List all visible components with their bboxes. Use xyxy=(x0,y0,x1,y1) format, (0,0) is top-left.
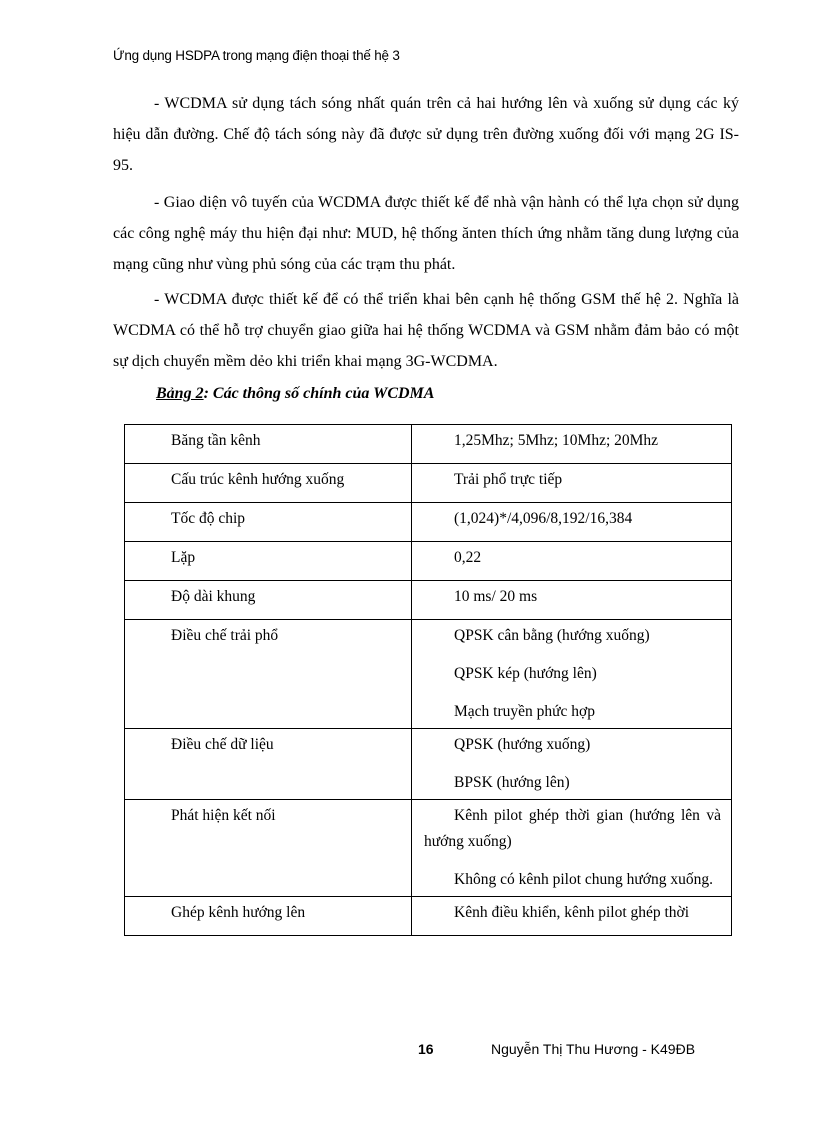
table-row xyxy=(125,542,732,581)
value-cell xyxy=(412,542,732,581)
footer-author: Nguyễn Thị Thu Hương - K49ĐB xyxy=(491,1041,696,1057)
parameter-value: BPSK (hướng lên) xyxy=(454,774,570,791)
table-caption-text: : Các thông số chính của WCDMA xyxy=(203,385,435,402)
table-row xyxy=(125,464,732,503)
parameter-name: Lặp xyxy=(171,549,196,566)
value-cell xyxy=(412,800,732,897)
body-paragraph: - WCDMA được thiết kế để có thể triển khai bên cạnh hệ thống GSM thế hệ 2. Nghĩa là WCDMA có thể hỗ trợ chuyển giao giữa hai hệ thống WCDMA và GSM nhằm đảm bảo có một sự dịch chuyển mềm dẻo khi triển khai mạng 3G-WCDMA. xyxy=(113,291,739,370)
parameter-value: Kênh pilot ghép thời gian (hướng lên và hướng xuống) xyxy=(424,807,721,850)
parameters-table xyxy=(124,424,732,936)
table-caption-lead: Bảng 2 xyxy=(156,385,204,402)
table-row xyxy=(125,503,732,542)
table-row xyxy=(125,620,732,729)
body-paragraph: - WCDMA sử dụng tách sóng nhất quán trên cả hai hướng lên và xuống sử dụng các ký hiệu dẫn đường. Chế độ tách sóng này đã được sử dụng trên đường xuống đối với mạng 2G IS-95. xyxy=(113,95,739,174)
parameter-value: 1,25Mhz; 5Mhz; 10Mhz; 20Mhz xyxy=(454,432,659,449)
parameter-cell xyxy=(125,503,412,542)
body-paragraph: - Giao diện vô tuyến của WCDMA được thiết kế để nhà vận hành có thể lựa chọn sử dụng các công nghệ máy thu hiện đại như: MUD, hệ thống ănten thích ứng nhằm tăng dung lượng của mạng cũng như vùng phủ sóng của các trạm thu phát. xyxy=(113,194,739,273)
parameter-name: Độ dài khung xyxy=(171,588,256,605)
value-cell xyxy=(412,464,732,503)
parameter-value: (1,024)*/4,096/8,192/16,384 xyxy=(454,510,633,527)
parameter-name: Điều chế dữ liệu xyxy=(171,736,274,753)
parameter-value: Mạch truyền phức hợp xyxy=(454,703,595,720)
parameter-cell xyxy=(125,464,412,503)
parameter-name: Băng tần kênh xyxy=(171,432,261,449)
value-cell xyxy=(412,425,732,464)
parameter-value: Không có kênh pilot chung hướng xuống. xyxy=(454,871,713,888)
parameter-cell xyxy=(125,897,412,936)
parameter-cell xyxy=(125,425,412,464)
parameter-name: Cấu trúc kênh hướng xuống xyxy=(171,471,345,488)
table-row xyxy=(125,729,732,800)
running-header: Ứng dụng HSDPA trong mạng điện thoại thế hệ 3 xyxy=(113,48,400,63)
parameter-name: Điều chế trải phổ xyxy=(171,627,279,644)
table-row xyxy=(125,425,732,464)
table-row xyxy=(125,581,732,620)
parameter-value: 10 ms/ 20 ms xyxy=(454,588,538,605)
parameter-name: Phát hiện kết nối xyxy=(171,807,276,824)
parameter-cell xyxy=(125,542,412,581)
parameter-value: QPSK cân bằng (hướng xuống) xyxy=(454,627,650,644)
table-row xyxy=(125,800,732,897)
value-cell xyxy=(412,581,732,620)
value-cell xyxy=(412,620,732,729)
parameter-name: Tốc độ chip xyxy=(171,510,246,527)
parameter-value: Trải phổ trực tiếp xyxy=(454,471,563,488)
table-row xyxy=(125,897,732,936)
parameter-name: Ghép kênh hướng lên xyxy=(171,904,306,921)
parameter-value: Kênh điều khiển, kênh pilot ghép thời xyxy=(454,904,690,921)
parameter-value: QPSK (hướng xuống) xyxy=(454,736,591,753)
table-caption xyxy=(156,385,434,403)
parameter-value: QPSK kép (hướng lên) xyxy=(454,665,597,682)
parameter-value: 0,22 xyxy=(454,549,482,566)
value-cell xyxy=(412,729,732,800)
value-cell xyxy=(412,503,732,542)
value-cell xyxy=(412,897,732,936)
parameter-cell xyxy=(125,581,412,620)
parameter-cell xyxy=(125,620,412,729)
page-number: 16 xyxy=(418,1041,434,1057)
parameter-cell xyxy=(125,729,412,800)
parameter-cell xyxy=(125,800,412,897)
